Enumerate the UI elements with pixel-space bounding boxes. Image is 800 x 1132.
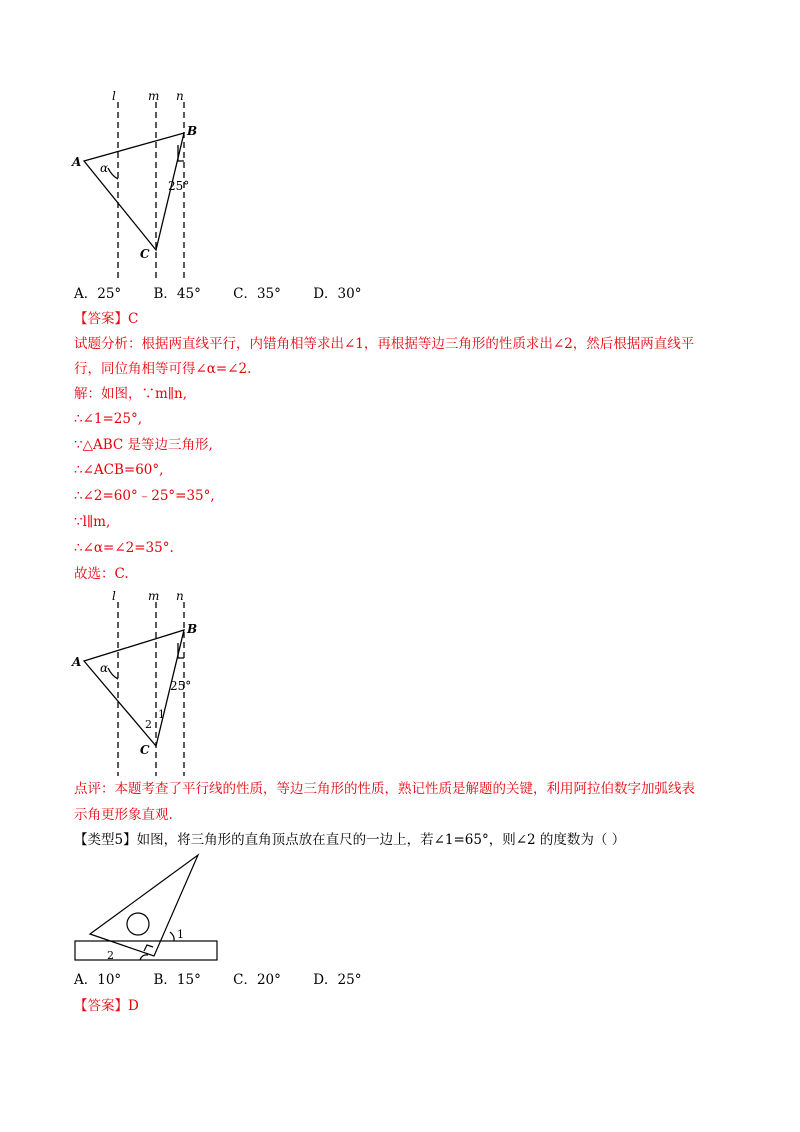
label-b: B: [187, 622, 198, 636]
label-a: A: [72, 155, 82, 169]
label-25-degrees: 25°: [168, 179, 190, 193]
label-c: C: [140, 247, 150, 261]
question1-options: [74, 284, 389, 304]
solution-step-4: ∴∠ACB=60°,: [74, 462, 164, 478]
label-m: m: [148, 89, 160, 103]
option-a[interactable]: A．25°: [74, 286, 122, 302]
option-b[interactable]: B．15°: [153, 972, 201, 988]
question2-stem: 【类型5】如图，将三角形的直角顶点放在直尺的一边上，若∠1=65°，则∠2 的度数为（ ）: [74, 832, 626, 848]
label-a: A: [72, 655, 82, 669]
answer1-label: 【答案】C: [74, 311, 139, 327]
label-l: l: [112, 589, 116, 603]
parallel-lines-triangle-figure-2: [60, 588, 220, 778]
label-angle-1: 1: [177, 928, 184, 941]
solution-step-6: ∵l∥m,: [74, 514, 111, 530]
question2-options: [74, 970, 389, 990]
angle-1-arc: [170, 932, 174, 941]
label-angle-2: 2: [145, 718, 152, 731]
solution-step-2: ∴∠1=25°,: [74, 411, 143, 427]
label-alpha: α: [100, 161, 109, 175]
label-l: l: [112, 89, 116, 103]
label-m: m: [148, 589, 160, 603]
angle-2-arc: [140, 955, 148, 960]
solution-step-1: 解：如图，∵m∥n,: [74, 386, 188, 402]
parallel-lines-triangle-figure-1: [60, 88, 220, 283]
angle-alpha-arc: [108, 168, 118, 179]
right-angle-mark: [144, 945, 153, 951]
comment-line-2: 示角更形象直观.: [74, 807, 173, 823]
solution-step-3: ∵△ABC 是等边三角形,: [74, 437, 213, 453]
label-25-degrees: 25°: [170, 679, 192, 693]
option-b[interactable]: B．45°: [153, 286, 201, 302]
option-c[interactable]: C．20°: [233, 972, 281, 988]
solution-step-8: 故选：C.: [74, 566, 129, 582]
analysis-line-2: 行，同位角相等可得∠α=∠2.: [74, 361, 252, 377]
label-alpha: α: [100, 661, 109, 675]
option-d[interactable]: D．25°: [313, 972, 362, 988]
label-n: n: [176, 589, 184, 603]
triangle-abc: [84, 630, 184, 746]
label-angle-2: 2: [107, 949, 114, 962]
analysis-line-1: 试题分析：根据两直线平行，内错角相等求出∠1，再根据等边三角形的性质求出∠2，然后根据两直线平: [74, 336, 695, 352]
label-angle-1: 1: [158, 708, 165, 721]
comment-line-1: 点评：本题考查了平行线的性质，等边三角形的性质，熟记性质是解题的关键，利用阿拉伯数字加弧线表: [74, 781, 695, 797]
solution-step-7: ∴∠α=∠2=35°.: [74, 540, 174, 556]
label-b: B: [187, 124, 198, 138]
option-a[interactable]: A．10°: [74, 972, 122, 988]
option-c[interactable]: C．35°: [233, 286, 281, 302]
answer2-label: 【答案】D: [74, 998, 139, 1014]
triangle-on-ruler-figure: [70, 852, 225, 967]
set-square-hole: [127, 913, 149, 935]
option-d[interactable]: D．30°: [313, 286, 362, 302]
ruler: [75, 941, 217, 960]
solution-step-5: ∴∠2=60°﹣25°=35°,: [74, 488, 215, 504]
angle-alpha-arc: [108, 668, 118, 679]
label-n: n: [176, 89, 184, 103]
label-c: C: [140, 743, 150, 757]
